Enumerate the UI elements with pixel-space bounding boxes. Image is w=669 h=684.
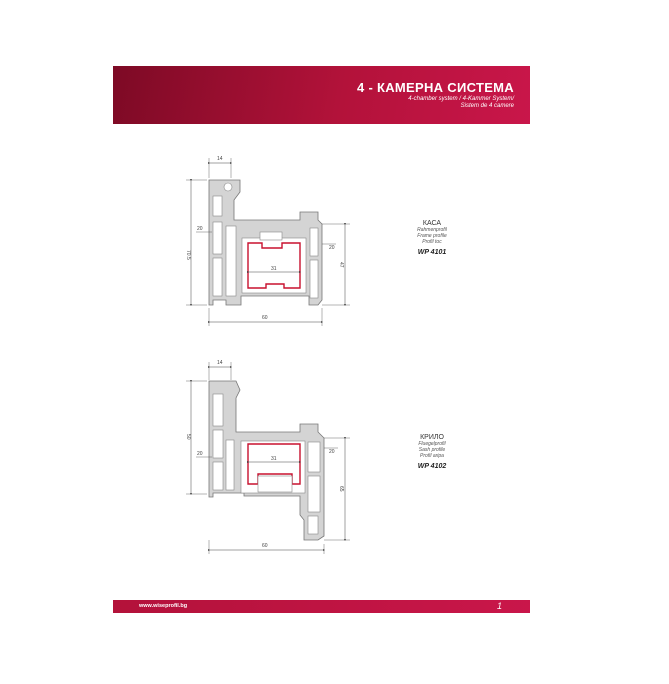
- frame-profile-ro: Profil toc: [422, 239, 442, 245]
- sash-dim-right: 20: [329, 449, 335, 455]
- page-subtitle: 4-chamber system / 4-Kammer System/: [408, 96, 514, 102]
- frame-dim-right: 20: [329, 245, 335, 251]
- frame-dim-top: 14: [217, 156, 223, 162]
- frame-profile-drawing: [185, 156, 350, 326]
- sash-dim-side: 65: [338, 486, 344, 492]
- sash-profile-drawing: [185, 360, 350, 554]
- page-title: 4 - КАМЕРНА СИСТЕМА: [357, 80, 514, 95]
- sash-profile-ro: Profil aripa: [420, 453, 444, 459]
- frame-dim-inner: 31: [271, 266, 277, 272]
- frame-dim-height: 70.5: [185, 250, 191, 260]
- frame-dim-left: 20: [197, 226, 203, 232]
- page-number: 1: [496, 601, 502, 611]
- frame-dim-side: 47: [338, 262, 344, 268]
- sash-profile-de: Fluegelprofil: [418, 441, 446, 447]
- page-subtitle-secondary: Sistem de 4 camere: [460, 103, 514, 109]
- sash-profile-code: WP 4102: [417, 463, 447, 470]
- frame-profile-de: Rahmenprofil: [417, 227, 447, 233]
- frame-profile-code: WP 4101: [417, 249, 447, 256]
- frame-profile-label: [396, 220, 468, 256]
- sash-profile-en: Sash profile: [418, 447, 446, 453]
- sash-profile-name: КРИЛО: [420, 434, 444, 441]
- sash-dim-top: 14: [217, 360, 223, 366]
- page-footer: [113, 600, 530, 613]
- frame-dim-bottom: 60: [262, 315, 268, 321]
- sash-profile-label: [396, 434, 468, 470]
- sash-dim-inner: 31: [271, 456, 277, 462]
- sash-dim-height: 50: [185, 434, 191, 440]
- footer-url[interactable]: www.wiseprofil.bg: [139, 603, 188, 609]
- sash-dim-left: 20: [197, 451, 203, 457]
- sash-dim-bottom: 60: [262, 543, 268, 549]
- frame-profile-name: КАСА: [422, 220, 442, 227]
- frame-profile-en: Frame profile: [417, 233, 447, 239]
